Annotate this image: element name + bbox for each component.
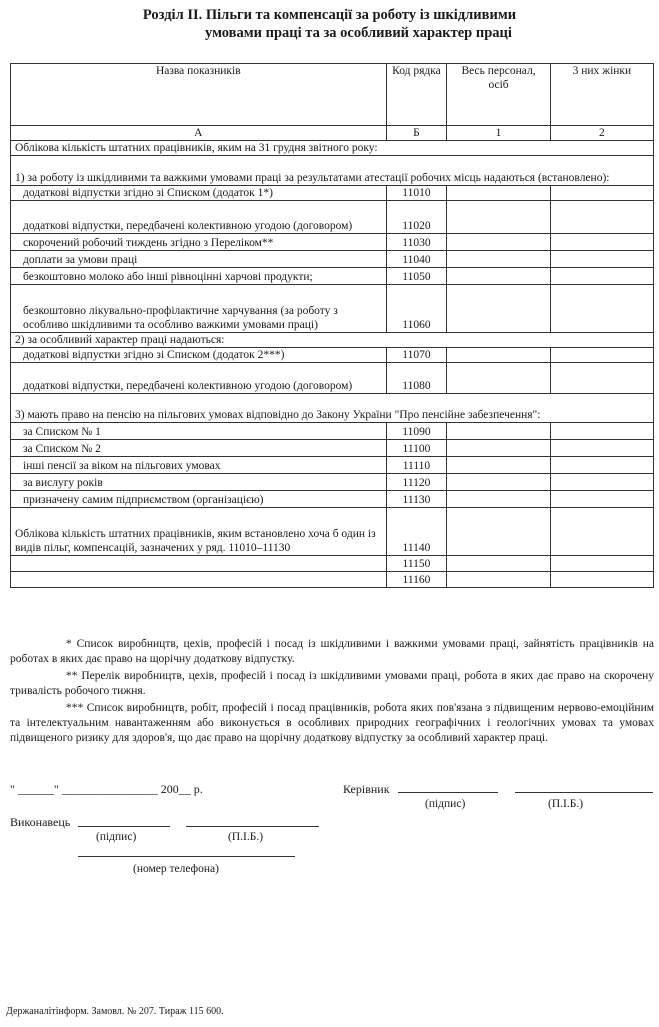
- head-signature-line[interactable]: [398, 792, 498, 793]
- row-label: інші пенсії за віком на пільгових умовах: [11, 457, 387, 474]
- total-cell[interactable]: [447, 474, 550, 491]
- letter-2: 2: [550, 126, 653, 141]
- row-code: 11080: [386, 363, 447, 394]
- footnote-3: *** Список виробництв, робіт, професій і посад працівників, робота яких пов'язана з підвищеним нервово-емоційним та інтелектуальним навантаженням або виконується в особливих природних географічних і геологічних умовах та умовах підвищеного ризику для здоров'я, що дає право на щорічну додаткову відпустку за особливий характер праці.: [10, 702, 654, 744]
- head-name-line[interactable]: [515, 792, 653, 793]
- women-cell[interactable]: [550, 474, 653, 491]
- row-label: [11, 572, 387, 588]
- total-cell[interactable]: [447, 556, 550, 572]
- row-code: 11160: [386, 572, 447, 588]
- total-cell[interactable]: [447, 268, 550, 285]
- women-cell[interactable]: [550, 251, 653, 268]
- row-code: 11150: [386, 556, 447, 572]
- row-label: додаткові відпустки, передбачені колективною угодою (договором): [11, 201, 387, 234]
- row-label: [11, 556, 387, 572]
- head-name-caption: (П.І.Б.): [548, 798, 584, 810]
- letter-b: Б: [386, 126, 447, 141]
- header-total: Весь персонал, осіб: [447, 64, 550, 126]
- table-row: [11, 285, 654, 333]
- footnote-1: * Список виробництв, цехів, професій і посад із шкідливими і важкими умовами праці, зайнятість працівників на роботах в яких дає право на щорічну додаткову відпустку.: [10, 638, 654, 665]
- row-code: 11090: [386, 423, 447, 440]
- executor-signature-caption: (підпис): [96, 831, 137, 843]
- row-code: 11120: [386, 474, 447, 491]
- executor-name-line[interactable]: [186, 826, 319, 827]
- total-cell[interactable]: [447, 440, 550, 457]
- table-row: [11, 234, 654, 251]
- women-cell[interactable]: [550, 457, 653, 474]
- letter-1: 1: [447, 126, 550, 141]
- section-row: [11, 333, 654, 348]
- section-label: 1) за роботу із шкідливими та важкими умовами праці за результатами атестації робочих місць надаються (встановлено):: [11, 156, 654, 186]
- row-label: додаткові відпустки згідно зі Списком (додаток 1*): [11, 186, 387, 201]
- total-cell[interactable]: [447, 572, 550, 588]
- executor-name-caption: (П.І.Б.): [228, 831, 264, 843]
- table-row: [11, 457, 654, 474]
- head-label: Керівник: [343, 782, 390, 796]
- women-cell[interactable]: [550, 423, 653, 440]
- section-label: 2) за особливий характер праці надаються:: [11, 333, 654, 348]
- women-cell[interactable]: [550, 234, 653, 251]
- row-code: 11140: [386, 508, 447, 556]
- table-row: [11, 363, 654, 394]
- table-row: [11, 201, 654, 234]
- table-row: [11, 423, 654, 440]
- print-footer: Держаналітінформ. Замовл. № 207. Тираж 115 600.: [6, 1006, 224, 1017]
- row-code: 11070: [386, 348, 447, 363]
- footnotes: [10, 637, 654, 748]
- title-line-1: Розділ II. Пільги та компенсації за роботу із шкідливими: [142, 7, 517, 23]
- section-label: Облікова кількість штатних працівників, яким на 31 грудня звітного року:: [11, 141, 654, 156]
- total-cell[interactable]: [447, 251, 550, 268]
- row-code: 11030: [386, 234, 447, 251]
- header-name: Назва показників: [11, 64, 387, 126]
- table-row: [11, 186, 654, 201]
- women-cell[interactable]: [550, 491, 653, 508]
- total-cell[interactable]: [447, 186, 550, 201]
- women-cell[interactable]: [550, 268, 653, 285]
- total-cell[interactable]: [447, 348, 550, 363]
- women-cell[interactable]: [550, 285, 653, 333]
- row-label: безкоштовно молоко або інші рівноцінні харчові продукти;: [11, 268, 387, 285]
- total-cell[interactable]: [447, 457, 550, 474]
- section-row: [11, 394, 654, 423]
- letter-a: А: [11, 126, 387, 141]
- row-label: додаткові відпустки згідно зі Списком (додаток 2***): [11, 348, 387, 363]
- executor-label: Виконавець: [10, 815, 71, 829]
- section-row: [11, 156, 654, 186]
- row-label: за Списком № 2: [11, 440, 387, 457]
- row-label: доплати за умови праці: [11, 251, 387, 268]
- total-cell[interactable]: [447, 491, 550, 508]
- total-cell[interactable]: [447, 363, 550, 394]
- women-cell[interactable]: [550, 363, 653, 394]
- row-label: за Списком № 1: [11, 423, 387, 440]
- total-cell[interactable]: [447, 423, 550, 440]
- table-row: [11, 508, 654, 556]
- date-line: " ______" ________________ 200__ р.: [10, 782, 203, 796]
- page-title: [0, 6, 659, 42]
- head-signature-caption: (підпис): [425, 798, 466, 810]
- executor-signature-line[interactable]: [78, 826, 170, 827]
- women-cell[interactable]: [550, 348, 653, 363]
- row-code: 11050: [386, 268, 447, 285]
- women-cell[interactable]: [550, 186, 653, 201]
- row-label: за вислугу років: [11, 474, 387, 491]
- total-cell[interactable]: [447, 285, 550, 333]
- women-cell[interactable]: [550, 440, 653, 457]
- footnote-2: ** Перелік виробництв, цехів, професій і посад із шкідливими умовами праці, робота в яких дає право на скорочену тривалість робочого тижня.: [10, 670, 654, 697]
- indicators-table: [10, 63, 654, 588]
- total-cell[interactable]: [447, 201, 550, 234]
- women-cell[interactable]: [550, 572, 653, 588]
- row-label: безкоштовно лікувально-профілактичне харчування (за роботу з особливо шкідливими та особливо важкими умовами праці): [11, 285, 387, 333]
- row-code: 11100: [386, 440, 447, 457]
- row-code: 11040: [386, 251, 447, 268]
- table-row: [11, 440, 654, 457]
- header-code: Код рядка: [386, 64, 447, 126]
- women-cell[interactable]: [550, 508, 653, 556]
- row-code: 11020: [386, 201, 447, 234]
- row-label: Облікова кількість штатних працівників, яким встановлено хоча б один із видів пільг, компенсацій, зазначених у ряд. 11010–11130: [11, 508, 387, 556]
- title-line-2: умовами праці та за особливий характер праці: [205, 25, 512, 41]
- section-label: 3) мають право на пенсію на пільгових умовах відповідно до Закону України "Про пенсійне забезпечення":: [11, 394, 654, 423]
- table-row: [11, 572, 654, 588]
- table-row: [11, 556, 654, 572]
- women-cell[interactable]: [550, 556, 653, 572]
- total-cell[interactable]: [447, 508, 550, 556]
- row-code: 11110: [386, 457, 447, 474]
- row-code: 11010: [386, 186, 447, 201]
- phone-caption: (номер телефона): [133, 863, 219, 875]
- table-row: [11, 251, 654, 268]
- row-label: скорочений робочий тиждень згідно з Переліком**: [11, 234, 387, 251]
- phone-line[interactable]: [78, 856, 295, 857]
- row-code: 11130: [386, 491, 447, 508]
- row-code: 11060: [386, 285, 447, 333]
- table-row: [11, 348, 654, 363]
- total-cell[interactable]: [447, 234, 550, 251]
- table-row: [11, 268, 654, 285]
- section-row: [11, 141, 654, 156]
- table-row: [11, 474, 654, 491]
- row-label: призначену самим підприємством (організацією): [11, 491, 387, 508]
- row-label: додаткові відпустки, передбачені колективною угодою (договором): [11, 363, 387, 394]
- women-cell[interactable]: [550, 201, 653, 234]
- header-women: 3 них жінки: [550, 64, 653, 126]
- table-row: [11, 491, 654, 508]
